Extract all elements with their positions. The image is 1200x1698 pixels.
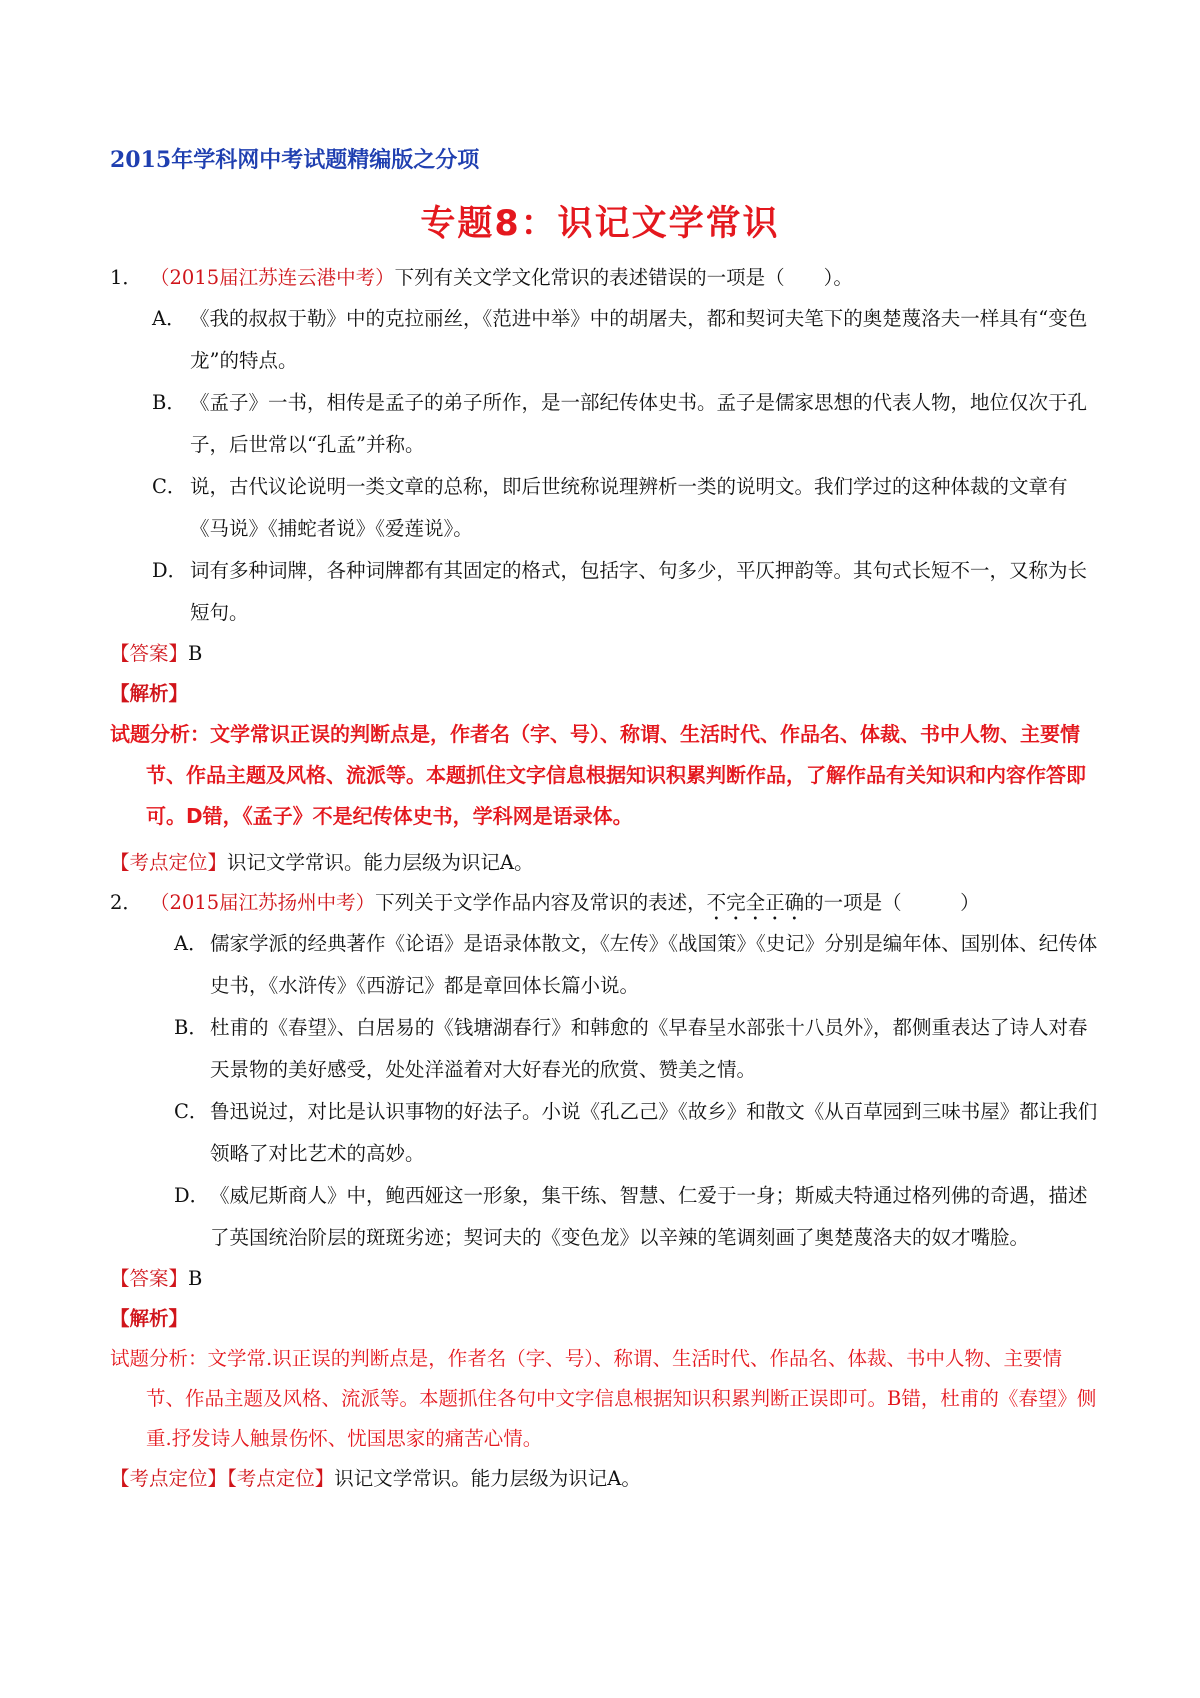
option-c [110, 466, 1100, 550]
analysis-text: 试题分析：文学常.识正误的判断点是，作者名（字、号）、称谓、生活时代、作品名、体裁、书中人物、主要情节、作品主题及风格、流派等。本题抓住各句中文字信息根据知识积累判断正误即可。B错，杜甫的《春望》侧重.抒发诗人触景伤怀、忧国思家的痛苦心情。 [110, 1347, 1097, 1450]
answer [110, 1259, 1100, 1299]
answer-value: B [188, 642, 203, 665]
option-text: 词有多种词牌，各种词牌都有其固定的格式，包括字、句多少，平仄押韵等。其句式长短不一，又称为长短句。 [190, 559, 1088, 624]
point-text: 识记文学常识。能力层级为识记A。 [227, 851, 534, 874]
question-stem [110, 883, 1100, 923]
answer-label: 【答案】 [110, 1267, 189, 1290]
option-text: 杜甫的《春望》、白居易的《钱塘湖春行》和韩愈的《早春呈水部张十八员外》，都侧重表达了诗人对春天景物的美好感受，处处洋溢着对大好春光的欣赏、赞美之情。 [210, 1016, 1088, 1081]
answer [110, 634, 1100, 674]
option-letter: B． [174, 1016, 208, 1039]
analysis-label: 【解析】 [110, 1307, 189, 1330]
option-b [110, 1007, 1100, 1091]
question-source: （2015届江苏连云港中考） [150, 266, 395, 289]
question-text-emphasis: 不完全正确 [706, 891, 805, 914]
answer-value: B [188, 1267, 203, 1290]
question-text: 下列有关文学文化常识的表述错误的一项是（ ）。 [394, 266, 853, 289]
option-text: 《我的叔叔于勒》中的克拉丽丝，《范进中举》中的胡屠夫，都和契诃夫笔下的奥楚蔑洛夫一样具有“变色龙”的特点。 [190, 307, 1088, 372]
option-a [110, 923, 1100, 1007]
option-text: 说，古代议论说明一类文章的总称，即后世统称说理辨析一类的说明文。我们学过的这种体裁的文章有《马说》《捕蛇者说》《爱莲说》。 [190, 475, 1068, 540]
question-text-after: 的一项是（ ） [804, 891, 980, 914]
option-letter: A． [152, 307, 186, 330]
option-b [110, 382, 1100, 466]
question-source: （2015届江苏扬州中考） [150, 891, 376, 914]
document-body [110, 258, 1100, 1499]
question-number: 2． [110, 891, 142, 914]
option-d [110, 550, 1100, 634]
option-letter: C． [152, 475, 187, 498]
option-text: 儒家学派的经典著作《论语》是语录体散文，《左传》《战国策》《史记》分别是编年体、国别体、纪传体史书，《水浒传》《西游记》都是章回体长篇小说。 [210, 932, 1098, 997]
series-title: 2015年学科网中考试题精编版之分项 [110, 147, 480, 173]
point-label: 【考点定位】 [110, 851, 228, 874]
option-text: 《威尼斯商人》中，鲍西娅这一形象，集干练、智慧、仁爱于一身；斯威夫特通过格列佛的奇遇，描述了英国统治阶层的斑斑劣迹；契诃夫的《变色龙》以辛辣的笔调刻画了奥楚蔑洛夫的奴才嘴脸。 [210, 1184, 1088, 1249]
option-c [110, 1091, 1100, 1175]
analysis-text: 试题分析：文学常识正误的判断点是，作者名（字、号）、称谓、生活时代、作品名、体裁、书中人物、主要情节、作品主题及风格、流派等。本题抓住文字信息根据知识积累判断作品，了解作品有关知识和内容作答即可。D错，《孟子》不是纪传体史书，学科网是语录体。 [110, 722, 1086, 828]
option-d [110, 1175, 1100, 1259]
option-letter: A． [174, 932, 208, 955]
option-letter: D． [174, 1184, 210, 1207]
question-number: 1． [110, 266, 142, 289]
point-text: 识记文学常识。能力层级为识记A。 [334, 1467, 641, 1490]
option-letter: D． [152, 559, 188, 582]
analysis-label: 【解析】 [110, 682, 189, 705]
option-text: 鲁迅说过，对比是认识事物的好法子。小说《孔乙己》《故乡》和散文《从百草园到三味书屋》都让我们领略了对比艺术的高妙。 [210, 1100, 1098, 1165]
question-2 [110, 883, 1100, 1499]
point-location [110, 843, 1100, 883]
answer-label: 【答案】 [110, 642, 189, 665]
question-stem [110, 258, 1100, 298]
option-letter: B． [152, 391, 186, 414]
point-location [110, 1459, 1100, 1499]
topic-title: 专题8：识记文学常识 [420, 204, 780, 244]
question-text-before: 下列关于文学作品内容及常识的表述， [375, 891, 707, 914]
option-letter: C． [174, 1100, 209, 1123]
question-1 [110, 258, 1100, 883]
option-text: 《孟子》一书，相传是孟子的弟子所作，是一部纪传体史书。孟子是儒家思想的代表人物，地位仅次于孔子，后世常以“孔孟”并称。 [190, 391, 1088, 456]
point-label: 【考点定位】【考点定位】 [110, 1467, 335, 1490]
option-a [110, 298, 1100, 382]
